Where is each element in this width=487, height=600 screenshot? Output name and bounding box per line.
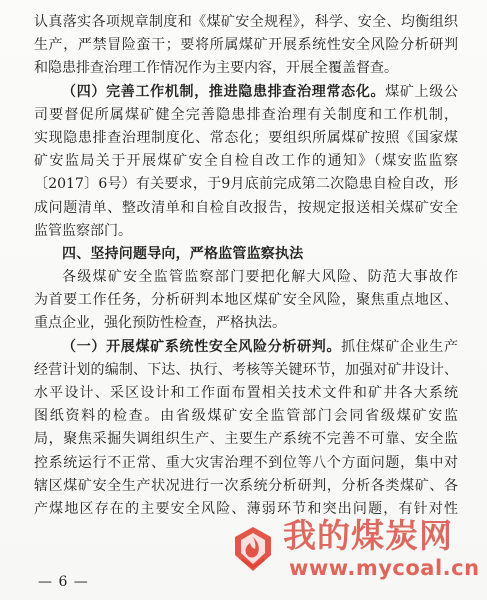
text-line: 煤矿上级公 [385,83,458,100]
watermark-title: 我的煤炭网 [283,516,453,555]
page-number: — 6 — [38,574,89,590]
text-line: 生产，严禁冒险蛮干；要将所属煤矿开展系统性安全风险分析研判 [34,37,458,54]
text-line: 为首要工作任务，分析研判本地区煤矿安全风险，聚焦重点地区、 [34,292,458,309]
text-line: 〔2017〕6号）有关要求，于9月底前完成第二次隐患自检自改，形 [34,176,458,193]
text-line: 控系统运行不正常、重大灾害治理不到位等八个方面问题，集中对 [34,454,458,471]
text-line: 抓住煤矿企业生产 [341,338,458,355]
subsection-heading: （四）完善工作机制，推进隐患排查治理常态化。 [62,83,386,100]
text-line: 矿安监局关于开展煤矿安全自检自改工作的通知》（煤安监监察 [34,153,458,170]
watermark-url: www.mycoal.cn [289,556,480,580]
section-heading-4: 四、坚持问题导向，严格监管监察执法 [62,245,304,262]
text-line: 实现隐患排查治理制度化、常态化；要组织所属煤矿按照《国家煤 [34,129,458,146]
text-line: 经营计划的编制、下达、执行、考核等关键环节，加强对矿井设计、 [34,361,458,378]
text-line: 各级煤矿安全监管监察部门要把化解大风险、防范大事故作 [62,269,458,286]
text-line: 局，聚焦采掘失调组织生产、主要生产系统不完善不可靠、安全监 [34,431,458,448]
document-body [34,11,458,521]
text-line: 和隐患排查治理工作情况作为主要内容，开展全覆盖督查。 [34,60,398,77]
section-paragraph-4 [34,81,458,104]
subsection-heading: （一）开展煤矿系统性安全风险分析研判。 [62,338,342,355]
section-paragraph-1 [34,336,458,359]
text-line: 辖区煤矿安全生产状况进行一次系统分析研判，分析各类煤矿、各 [34,477,458,494]
mycoal-logo-icon [229,525,277,573]
text-line: 司要督促所属煤矿健全完善隐患排查治理有关制度和工作机制， [34,106,458,123]
text-line: 图纸资料的检查。由省级煤矿安全监管部门会同省级煤矿安监 [34,408,458,425]
text-line: 认真落实各项规章制度和《煤矿安全规程》，科学、安全、均衡组织 [34,14,458,30]
text-line: 重点企业，强化预防性检查，严格执法。 [34,315,286,332]
text-line: 监管监察部门。 [34,222,132,239]
text-line: 水平设计、采区设计和工作面布置相关技术文件和矿井各大系统 [34,385,458,401]
watermark [229,505,480,587]
text-line: 成问题清单、整改清单和自检自改报告，按规定报送相关煤矿安全 [34,199,458,216]
text-line: 产煤地区存在的主要安全风险、薄弱环节和突出问题，有针对性 [34,500,458,517]
